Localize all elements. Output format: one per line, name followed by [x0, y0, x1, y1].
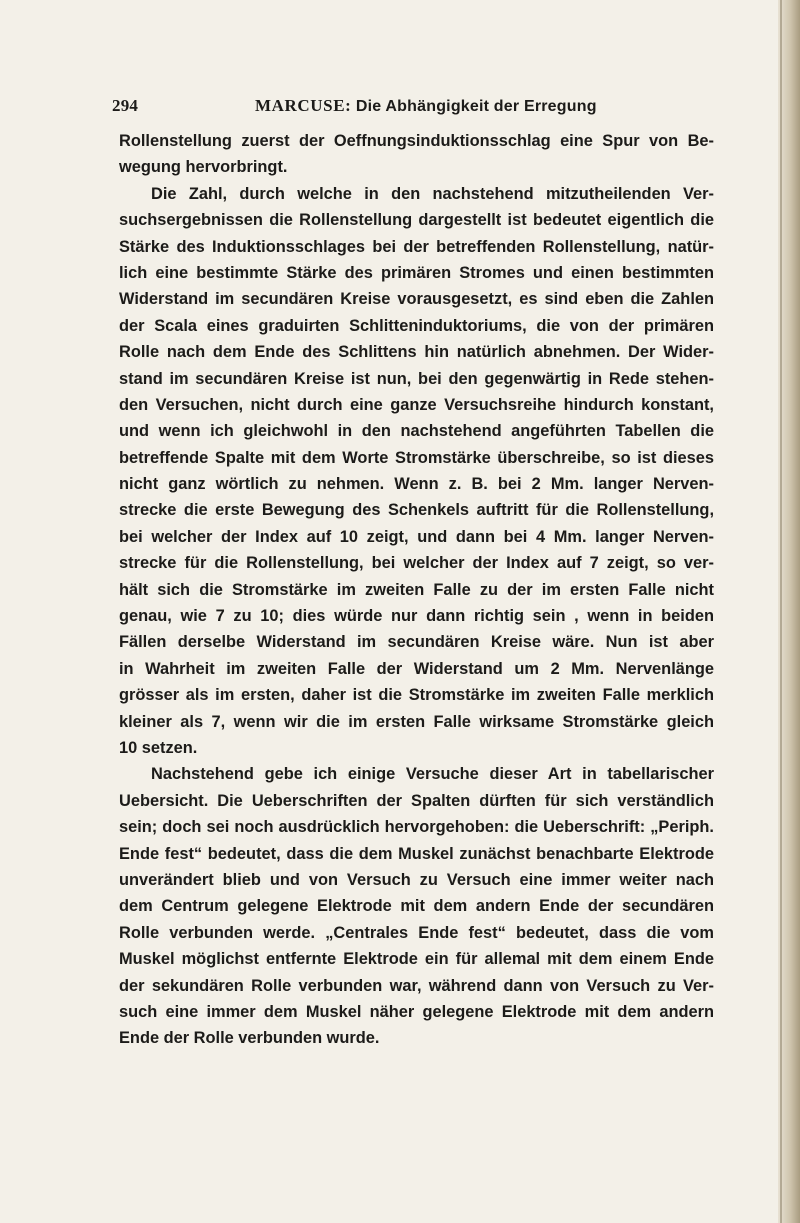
text-line: wegung hervorbringt.: [119, 158, 288, 177]
page-edge-line: [780, 0, 782, 1223]
text-line: Widerstand im secundären Kreise vorausgesetzt, es sind eben die Zahlen: [119, 290, 714, 309]
text-line: Uebersicht. Die Ueberschriften der Spalten dürften für sich verständlich: [119, 791, 714, 810]
text-line: stand im secundären Kreise ist nun, bei den gegenwärtig in Rede stehen-: [119, 369, 714, 388]
text-line: Die Zahl, durch welche in den nachstehend mitzutheilenden Ver-: [151, 184, 714, 203]
text-line: der sekundären Rolle verbunden war, während dann von Versuch zu Ver-: [119, 976, 714, 995]
text-line: Stärke des Induktionsschlages bei der betreffenden Rollenstellung, natür-: [119, 237, 714, 256]
text-line: Muskel möglichst entfernte Elektrode ein für allemal mit dem einem Ende: [119, 950, 714, 969]
text-line: betreffende Spalte mit dem Worte Stromstärke überschreibe, so ist dieses: [119, 448, 714, 467]
running-title: [255, 96, 597, 116]
text-line: und wenn ich gleichwohl in den nachstehend angeführten Tabellen die: [119, 422, 714, 441]
text-line: such eine immer dem Muskel näher gelegene Elektrode mit dem andern: [119, 1002, 714, 1021]
text-line: unverändert blieb und von Versuch zu Versuch eine immer weiter nach: [119, 870, 714, 889]
text-line: den Versuchen, nicht durch eine ganze Versuchsreihe hindurch konstant,: [119, 395, 714, 414]
text-line: genau, wie 7 zu 10; dies würde nur dann richtig sein , wenn in beiden: [119, 607, 714, 626]
paragraph: [119, 181, 714, 762]
running-head: [112, 96, 712, 120]
text-line: strecke für die Rollenstellung, bei welcher der Index auf 7 zeigt, so ver-: [119, 554, 714, 573]
running-head-title: Die Abhängigkeit der Erregung: [355, 98, 597, 115]
text-line: sein; doch sei noch ausdrücklich hervorgehoben: die Ueberschrift: „Periph.: [119, 818, 714, 837]
running-head-author: MARCUSE:: [255, 96, 352, 115]
text-line: Rolle nach dem Ende des Schlittens hin natürlich abnehmen. Der Wider-: [119, 343, 714, 362]
text-line: Nachstehend gebe ich einige Versuche dieser Art in tabellarischer: [151, 765, 714, 784]
text-line: Rolle verbunden werde. „Centrales Ende fest“ bedeutet, dass die vom: [119, 923, 714, 942]
text-line: strecke die erste Bewegung des Schenkels auftritt für die Rollenstellung,: [119, 501, 714, 520]
text-line: Fällen derselbe Widerstand im secundären Kreise wäre. Nun ist aber: [119, 633, 714, 652]
text-line: in Wahrheit im zweiten Falle der Widerstand um 2 Mm. Nervenlänge: [119, 659, 714, 678]
text-line: Ende fest“ bedeutet, dass die dem Muskel zunächst benachbarte Elektrode: [119, 844, 714, 863]
page-number: 294: [112, 96, 139, 115]
paragraph: [119, 761, 714, 1051]
text-line: 10 setzen.: [119, 738, 198, 757]
text-line: kleiner als 7, wenn wir die im ersten Falle wirksame Stromstärke gleich: [119, 712, 714, 731]
text-line: Ende der Rolle verbunden wurde.: [119, 1029, 380, 1048]
text-line: lich eine bestimmte Stärke des primären Stromes und einen bestimmten: [119, 263, 714, 282]
paragraph: [119, 128, 714, 181]
text-line: suchsergebnissen die Rollenstellung dargestellt ist bedeutet eigentlich die: [119, 211, 714, 230]
text-line: grösser als im ersten, daher ist die Stromstärke im zweiten Falle merklich: [119, 686, 714, 705]
body-text: [119, 128, 714, 1052]
text-line: der Scala eines graduirten Schlitteninduktoriums, die von der primären: [119, 316, 714, 335]
text-line: dem Centrum gelegene Elektrode mit dem andern Ende der secundären: [119, 897, 714, 916]
text-line: nicht ganz wörtlich zu nehmen. Wenn z. B. bei 2 Mm. langer Nerven-: [119, 475, 714, 494]
text-line: Rollenstellung zuerst der Oeffnungsinduktionsschlag eine Spur von Be-: [119, 132, 714, 150]
text-line: hält sich die Stromstärke im zweiten Falle zu der im ersten Falle nicht: [119, 580, 714, 599]
text-line: bei welcher der Index auf 10 zeigt, und dann bei 4 Mm. langer Nerven-: [119, 527, 714, 546]
